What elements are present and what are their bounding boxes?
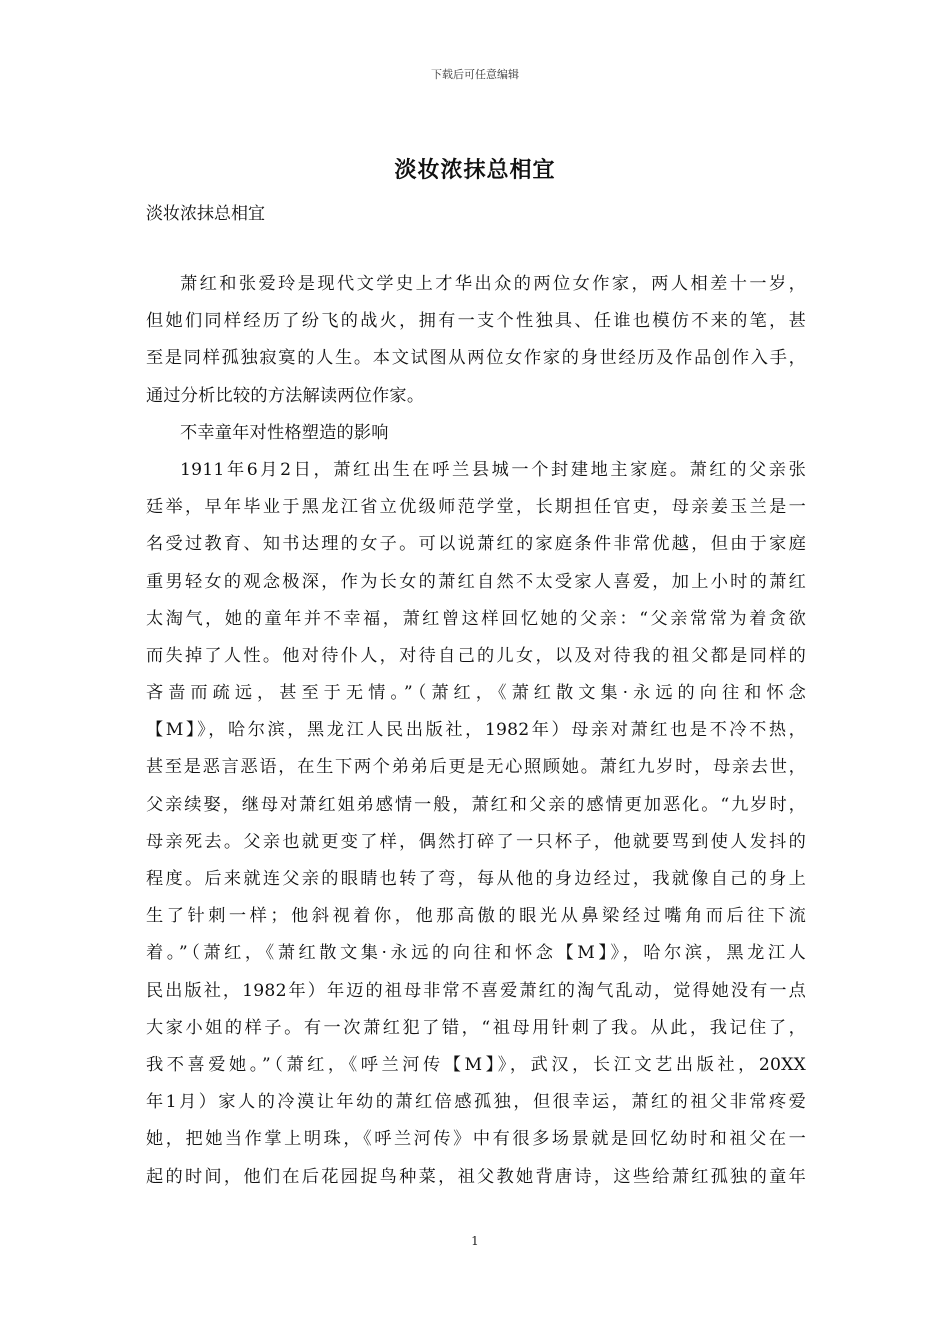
- body-line: 吝啬而疏远，甚至于无情。”（萧红，《萧红散文集·永远的向往和怀念: [146, 683, 806, 704]
- body-line: 名受过教育、知书达理的女子。可以说萧红的家庭条件非常优越，但由于家庭: [146, 534, 806, 555]
- body-line: 年1月）家人的冷漠让年幼的萧红倍感孤独，但很幸运，萧红的祖父非常疼爱: [146, 1092, 806, 1113]
- body-line: 重男轻女的观念极深，作为长女的萧红自然不太受家人喜爱，加上小时的萧红: [146, 571, 806, 592]
- body-line: 程度。后来就连父亲的眼睛也转了弯，每从他的身边经过，我就像自己的身上: [146, 869, 806, 889]
- body-line: 通过分析比较的方法解读两位作家。: [146, 385, 425, 406]
- body-line: 1911年6月2日，萧红出生在呼兰县城一个封建地主家庭。萧红的父亲张: [180, 459, 806, 480]
- body-line: 父亲续娶，继母对萧红姐弟感情一般，萧红和父亲的感情更加恶化。“九岁时，: [146, 794, 806, 815]
- body-line: 而失掉了人性。他对待仆人，对待自己的儿女，以及对待我的祖父都是同样的: [146, 645, 806, 666]
- body-line: 生了针刺一样；他斜视着你，他那高傲的眼光从鼻梁经过嘴角而后往下流: [146, 906, 806, 927]
- body-line: 她，把她当作掌上明珠，《呼兰河传》中有很多场景就是回忆幼时和祖父在一: [146, 1129, 806, 1150]
- document-title: 淡妆浓抹总相宜: [394, 157, 556, 183]
- body-line: 着。”（萧红，《萧红散文集·永远的向往和怀念【M】》，哈尔滨，黑龙江人: [146, 943, 806, 964]
- body-line: 太淘气，她的童年并不幸福，萧红曾这样回忆她的父亲：“父亲常常为着贪欲: [146, 608, 806, 629]
- body-line: 母亲死去。父亲也就更变了样，偶然打碎了一只杯子，他就要骂到使人发抖的: [146, 831, 806, 852]
- body-line: 我不喜爱她。”（萧红，《呼兰河传【M】》，武汉，长江文艺出版社，20XX: [146, 1054, 806, 1075]
- header-note: 下载后可任意编辑: [431, 68, 519, 81]
- body-line: 但她们同样经历了纷飞的战火，拥有一支个性独具、任谁也模仿不来的笔，甚: [146, 311, 806, 332]
- document-subtitle: 淡妆浓抹总相宜: [146, 204, 265, 224]
- section-heading: 不幸童年对性格塑造的影响: [180, 422, 389, 443]
- page-number: 1: [471, 1234, 479, 1248]
- body-line: 至是同样孤独寂寞的人生。本文试图从两位女作家的身世经历及作品创作入手，: [146, 348, 806, 369]
- body-line: 大家小姐的样子。有一次萧红犯了错，“祖母用针刺了我。从此，我记住了，: [146, 1017, 806, 1038]
- body-line: 甚至是恶言恶语，在生下两个弟弟后更是无心照顾她。萧红九岁时，母亲去世，: [146, 757, 806, 778]
- body-line: 民出版社，1982年）年迈的祖母非常不喜爱萧红的淘气乱动，觉得她没有一点: [146, 980, 806, 1001]
- body-line: 【M】》，哈尔滨，黑龙江人民出版社，1982年）母亲对萧红也是不冷不热，: [146, 720, 806, 741]
- document-body: [146, 266, 806, 1196]
- body-line: 起的时间，他们在后花园捉鸟种菜，祖父教她背唐诗，这些给萧红孤独的童年: [146, 1166, 806, 1187]
- body-line: 廷举，早年毕业于黑龙江省立优级师范学堂，长期担任官吏，母亲姜玉兰是一: [146, 497, 806, 518]
- body-line: 萧红和张爱玲是现代文学史上才华出众的两位女作家，两人相差十一岁，: [180, 274, 806, 294]
